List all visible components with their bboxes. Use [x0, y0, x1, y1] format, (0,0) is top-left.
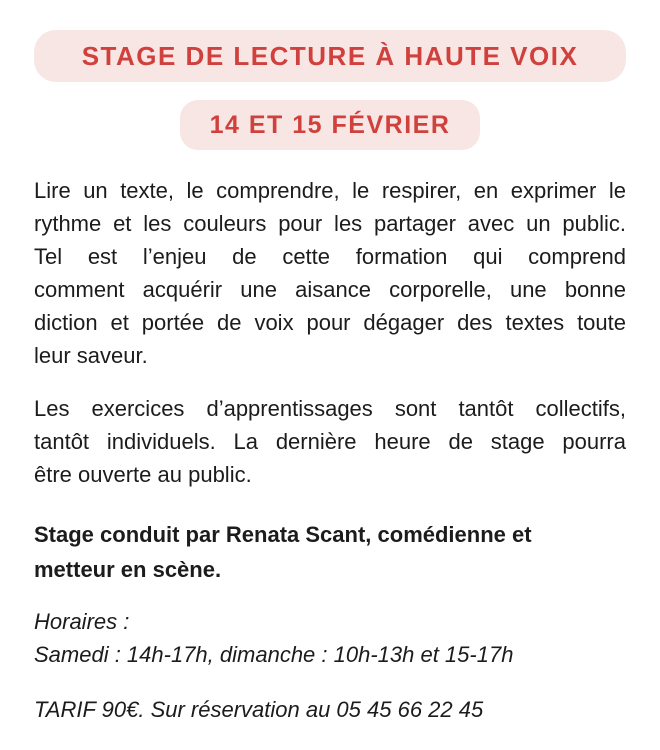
intro-paragraph: [34, 174, 626, 372]
text-line: Tel est l’enjeu de cette formation qui comprend: [34, 244, 626, 269]
title-banner: [34, 30, 626, 82]
date-banner-row: [34, 100, 626, 150]
pricing-paragraph: [34, 693, 626, 726]
text-line: diction et portée de voix pour dégager des textes toute: [34, 310, 626, 335]
text-line: Stage conduit par Renata Scant, comédienne et: [34, 522, 532, 547]
text-line: Lire un texte, le comprendre, le respirer, en exprimer le: [34, 178, 626, 203]
text-line: comment acquérir une aisance corporelle, une bonne: [34, 277, 626, 302]
text-line: être ouverte au public.: [34, 462, 252, 487]
text-line: tantôt individuels. La dernière heure de stage pourra: [34, 429, 626, 454]
text-line: leur saveur.: [34, 343, 148, 368]
workshop-dates: 14 ET 15 FÉVRIER: [209, 110, 451, 139]
schedule-paragraph: [34, 605, 626, 671]
text-line: rythme et les couleurs pour les partager avec un public.: [34, 211, 626, 236]
workshop-title: STAGE DE LECTURE À HAUTE VOIX: [81, 40, 579, 71]
pricing-line: TARIF 90€. Sur réservation au 05 45 66 22 45: [34, 697, 484, 722]
method-paragraph: [34, 392, 626, 491]
text-line: metteur en scène.: [34, 557, 222, 582]
conductor-paragraph: [34, 517, 626, 587]
text-line: Les exercices d’apprentissages sont tantôt collectifs,: [34, 396, 626, 421]
schedule-label: Horaires :: [34, 609, 130, 634]
date-banner: [180, 100, 481, 150]
schedule-detail: Samedi : 14h-17h, dimanche : 10h-13h et 15-17h: [34, 642, 514, 667]
